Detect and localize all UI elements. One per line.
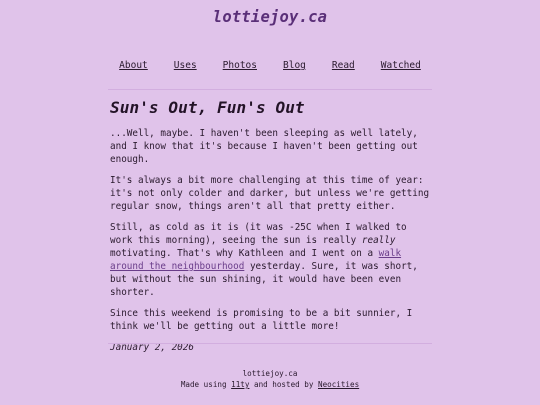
post-paragraph-2: It's always a bit more challenging at this time of year: it's not only colder and darker, but unless we're getting regular snow, things aren't all that pretty either. [110,175,430,212]
header-divider [108,89,432,90]
post-title: Sun's Out, Fun's Out [110,98,305,117]
emphasis-text: really [361,235,396,246]
neighbourhood-walk-link[interactable]: walk around the neighbourhood [110,248,402,272]
post-paragraph-1: ...Well, maybe. I haven't been sleeping as well lately, and I know that it's because I haven't been getting out enough. [110,128,418,165]
nav-link-photos[interactable]: Photos [222,60,257,71]
nav-link-about[interactable]: About [119,60,148,71]
footer-text: and hosted by [249,380,318,389]
nav-link-watched[interactable]: Watched [380,60,421,71]
post-paragraph-4: Since this weekend is promising to be a bit sunnier, I think we'll be getting out a little more! [110,308,413,332]
footer-credits [0,379,540,390]
post-date: January 2, 2026 [110,342,194,353]
neocities-link[interactable]: Neocities [318,380,360,389]
nav-link-uses[interactable]: Uses [173,60,197,71]
11ty-link[interactable]: 11ty [231,380,250,389]
nav-link-blog[interactable]: Blog [283,60,306,71]
footer-site-name: lottiejoy.ca [242,369,298,378]
blog-post [110,98,432,362]
paragraph-text: yesterday. Sure, it was short, but without the sun shining, it would have been even shorter. [110,261,418,298]
footer-text: Made using [180,380,232,389]
main-nav [0,60,540,71]
nav-link-read[interactable]: Read [331,60,355,71]
footer-divider [108,343,432,344]
site-title[interactable]: lottiejoy.ca [212,8,328,26]
paragraph-text: motivating. That's why Kathleen and I went on a [110,248,379,259]
site-footer [0,368,540,390]
paragraph-text: Still, as cold as it is (it was -25C when I walked to work this morning), seeing the sun is really [110,222,407,246]
post-paragraph-3 [110,221,432,299]
